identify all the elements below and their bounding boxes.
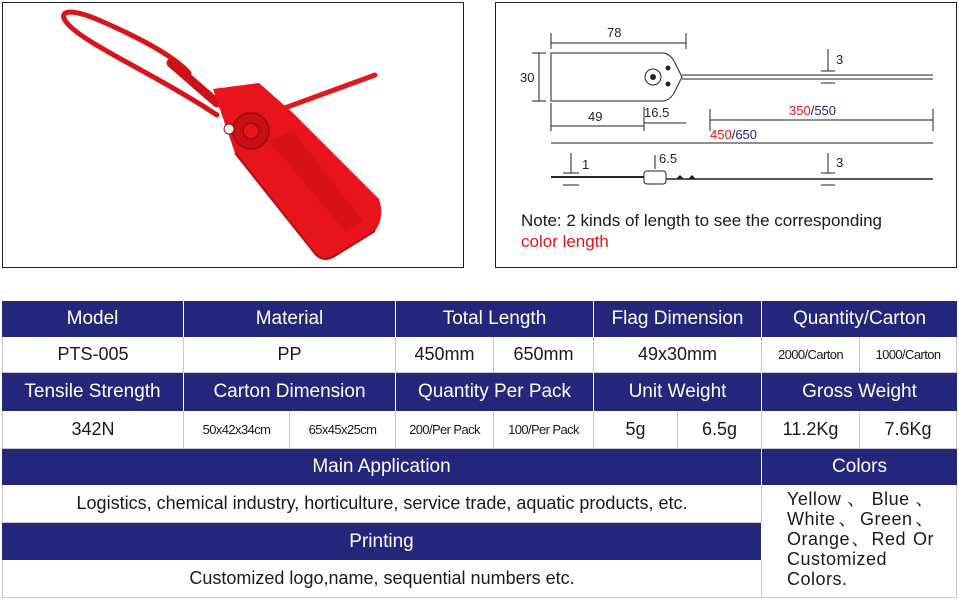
dim-30-label: 30 [520,70,535,85]
printing-header: Printing [2,523,762,560]
flag-dimension-header: Flag Dimension [594,301,762,337]
printing-value: Customized logo,name, sequential numbers etc. [2,560,762,598]
tensile-strength-value: 342N [2,411,184,449]
colors-header: Colors [762,449,957,485]
total-length-450: 450mm [396,337,494,373]
length-450: 450 [710,127,732,142]
model-value: PTS-005 [2,337,184,373]
tensile-strength-header: Tensile Strength [2,373,184,411]
gross-weight-a: 11.2Kg [762,411,860,449]
length-note [521,210,882,252]
dim-1-label: 1 [582,157,590,172]
carton-dimension-b: 65x45x25cm [290,411,396,449]
plastic-seal-image [3,3,463,267]
main-application-header: Main Application [2,449,762,485]
flag-dimension-value: 49x30mm [594,337,762,373]
unit-weight-b: 6.5g [678,411,762,449]
note-line-1: Note: 2 kinds of length to see the corresponding [521,211,883,230]
dim-78-label: 78 [607,25,622,40]
length-550: 550 [814,103,837,118]
unit-weight-a: 5g [594,411,678,449]
dim-3-bottom-label: 3 [836,155,844,170]
length-350: 350 [789,103,811,118]
material-value: PP [184,337,396,373]
quantity-carton-a: 2000/Carton [762,337,860,373]
seal-dimension-diagram [496,3,956,203]
carton-dimension-header: Carton Dimension [184,373,396,411]
length-650: 650 [735,127,758,142]
gross-weight-b: 7.6Kg [860,411,957,449]
quantity-carton-b: 1000/Carton [860,337,957,373]
unit-weight-header: Unit Weight [594,373,762,411]
product-photo-panel [2,2,464,268]
total-length-header: Total Length [396,301,594,337]
length-slash-b: / [731,127,736,142]
material-header: Material [184,301,396,337]
dim-16-5-label: 16.5 [644,105,670,120]
specifications-table [2,301,957,598]
quantity-per-pack-b: 100/Per Pack [494,411,594,449]
length-slash-a: / [810,103,815,118]
total-length-650: 650mm [494,337,594,373]
note-line-2: color length [521,232,609,251]
quantity-carton-header: Quantity/Carton [762,301,957,337]
length-350-550-label [789,103,836,118]
model-header: Model [2,301,184,337]
quantity-per-pack-header: Quantity Per Pack [396,373,594,411]
quantity-per-pack-a: 200/Per Pack [396,411,494,449]
dim-3-top-label: 3 [836,52,844,67]
dim-49-label: 49 [588,109,603,124]
carton-dimension-a: 50x42x34cm [184,411,290,449]
gross-weight-header: Gross Weight [762,373,957,411]
technical-drawing-panel [495,2,957,268]
dim-6-5-label: 6.5 [659,151,678,166]
length-450-650-label [710,127,757,142]
colors-value: Yellow、Blue、White、Green、Orange、Red Or Customized Colors. [762,485,957,598]
main-application-value: Logistics, chemical industry, horticulture, service trade, aquatic products, etc. [2,485,762,523]
